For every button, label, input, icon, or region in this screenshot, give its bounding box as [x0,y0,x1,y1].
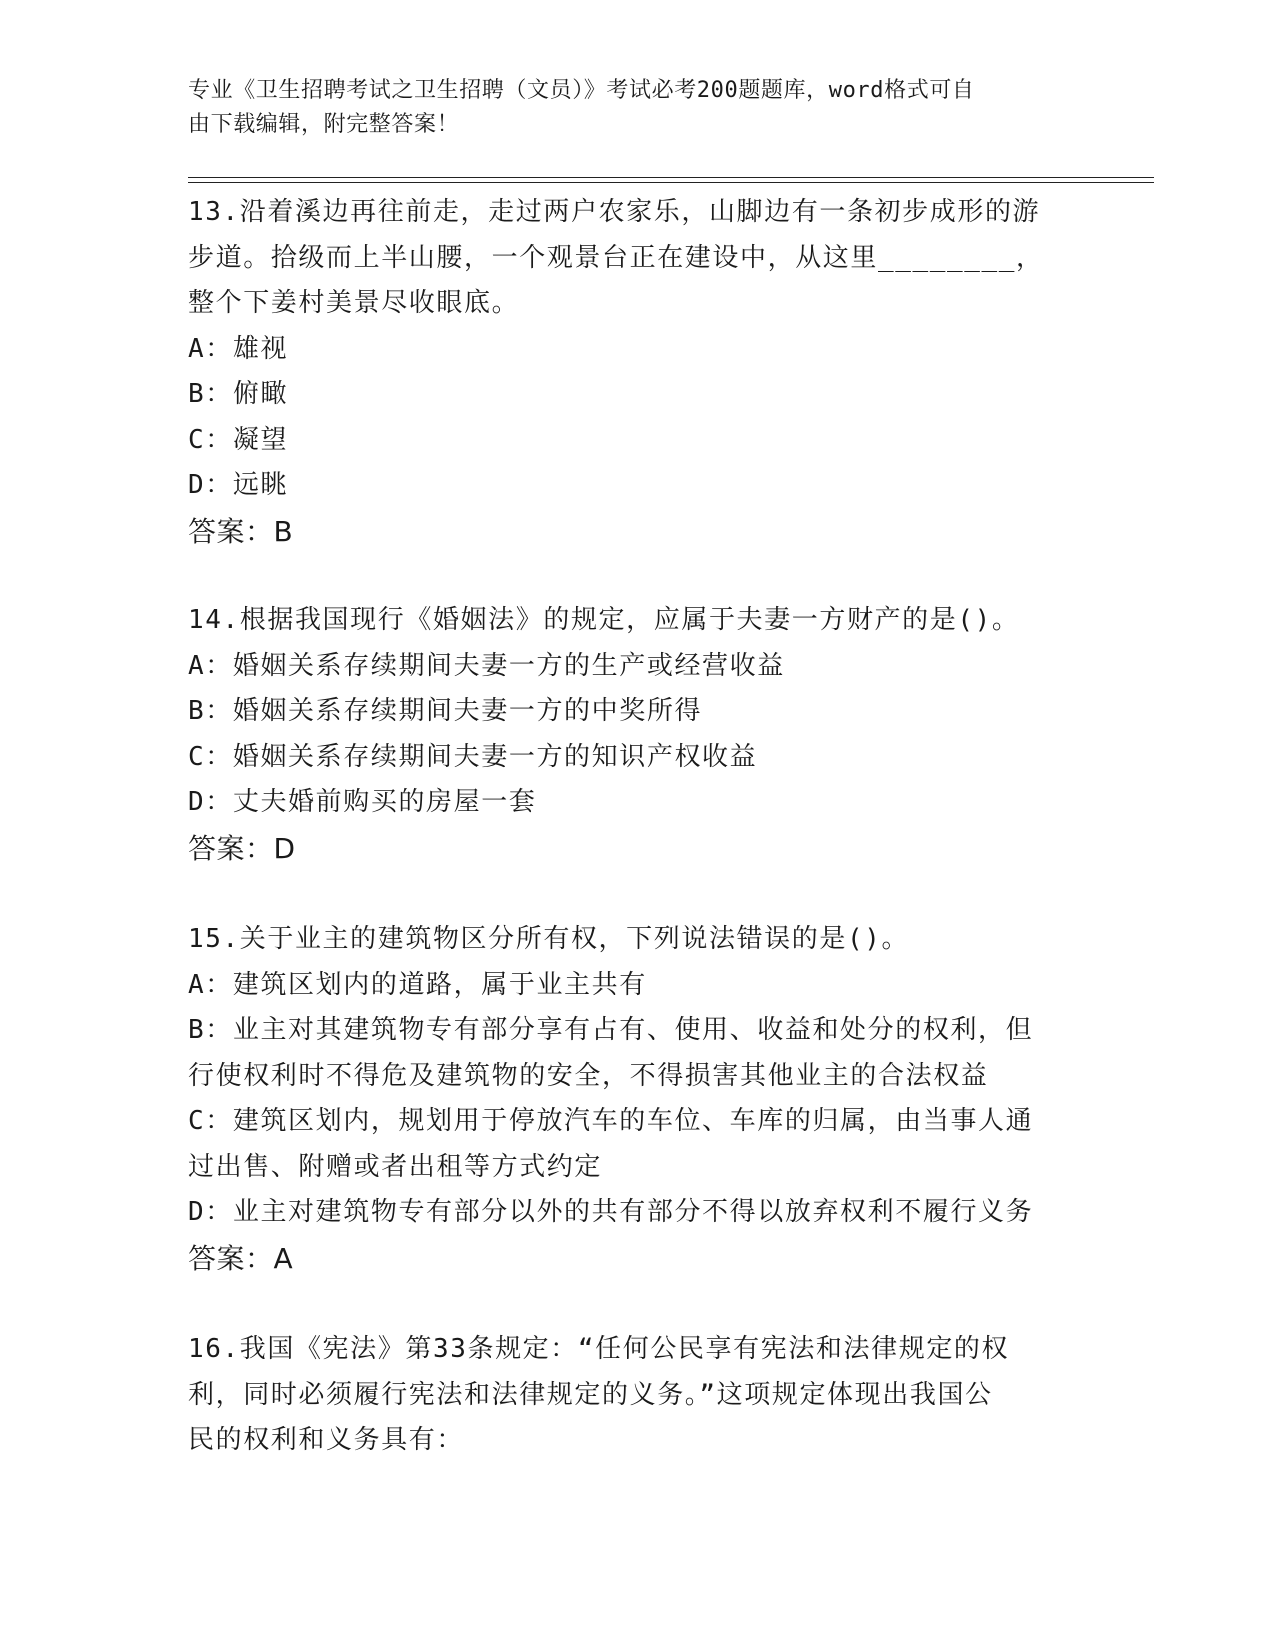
question-text-line: 整个下姜村美景尽收眼底。 [188,288,520,318]
option-c: C：婚姻关系存续期间夫妻一方的知识产权收益 [188,741,758,772]
question-text-line: 16.我国《宪法》第33条规定：“任何公民享有宪法和法律规定的权 [188,1334,1010,1364]
question-13 [188,190,1044,554]
question-15 [188,917,1033,1281]
header-line-1: 专业《卫生招聘考试之卫生招聘（文员）》考试必考200题题库，word格式可自 [188,78,975,103]
question-text-line: 利，同时必须履行宪法和法律规定的义务。”这项规定体现出我国公 [188,1379,993,1410]
option-c: C：建筑区划内，规划用于停放汽车的车位、车库的归属，由当事人通 [188,1106,1034,1136]
option-b-continued: 行使权利时不得危及建筑物的安全，不得损害其他业主的合法权益 [188,1060,989,1091]
header-divider-top [188,177,1154,178]
option-d: D：业主对建筑物专有部分以外的共有部分不得以放弃权利不履行义务 [188,1197,1034,1227]
document-header [188,74,1068,142]
question-14 [188,598,1019,871]
question-16 [188,1327,1009,1464]
question-text-line: 13.沿着溪边再往前走，走过两户农家乐，山脚边有一条初步成形的游 [188,197,1041,227]
question-text-line: 步道。拾级而上半山腰，一个观景台正在建设中，从这里________， [188,242,1044,273]
option-a: A：建筑区划内的道路，属于业主共有 [188,969,647,1000]
question-text-line: 14.根据我国现行《婚姻法》的规定，应属于夫妻一方财产的是()。 [188,605,1020,635]
option-b: B：俯瞰 [188,379,289,409]
answer-label: 答案：A [188,1241,294,1275]
header-divider-bottom [188,182,1154,183]
option-a: A：婚姻关系存续期间夫妻一方的生产或经营收益 [188,650,785,681]
answer-label: 答案：B [188,514,294,548]
option-c-continued: 过出售、附赠或者出租等方式约定 [188,1151,603,1182]
option-b: B：婚姻关系存续期间夫妻一方的中奖所得 [188,696,703,726]
answer-label: 答案：D [188,831,296,865]
option-d: D：远眺 [188,470,289,500]
header-line-2: 由下载编辑，附完整答案！ [188,112,460,137]
option-c: C：凝望 [188,424,289,455]
option-d: D：丈夫婚前购买的房屋一套 [188,787,537,817]
question-text-line: 民的权利和义务具有： [188,1425,465,1455]
option-b: B：业主对其建筑物专有部分享有占有、使用、收益和处分的权利，但 [188,1015,1034,1045]
option-a: A：雄视 [188,333,289,364]
question-text-line: 15.关于业主的建筑物区分所有权，下列说法错误的是()。 [188,924,910,954]
